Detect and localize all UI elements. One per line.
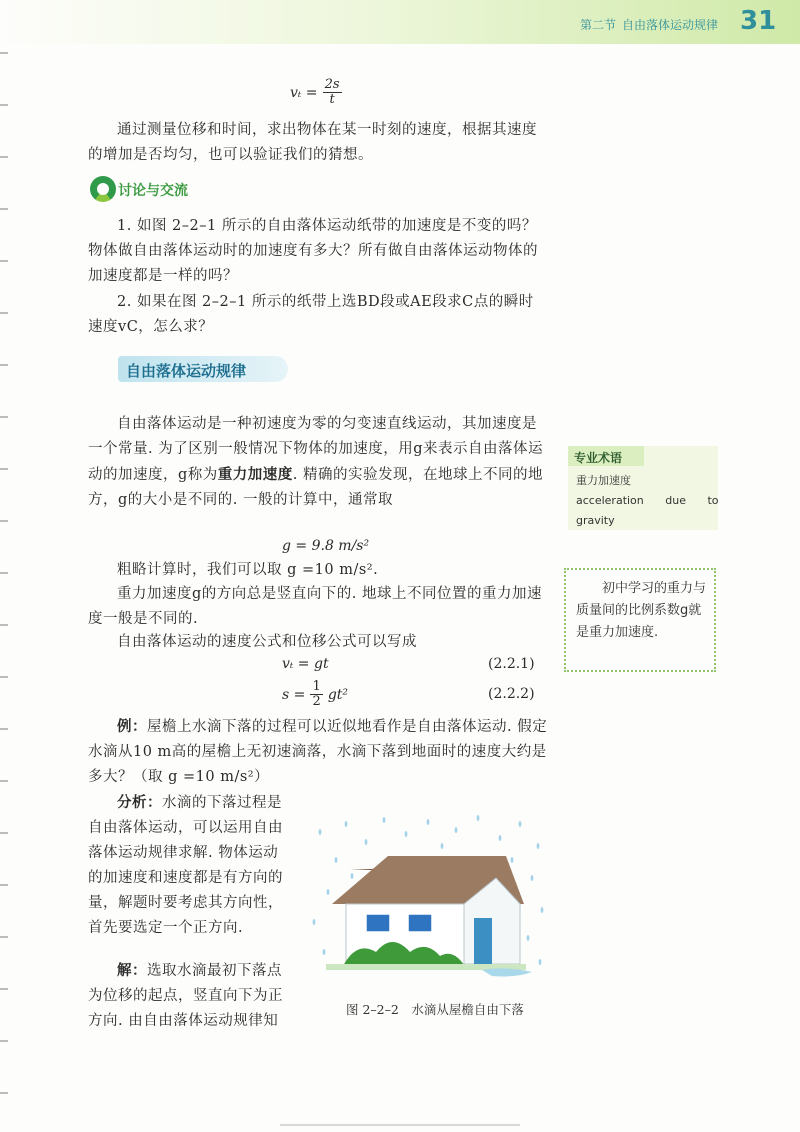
formula-numerator: 2s — [324, 77, 340, 92]
formula-denominator: t — [329, 92, 335, 107]
header-chapter-title: 自由落体运动规律 — [622, 18, 719, 32]
house-rain-illustration — [306, 812, 548, 982]
section-title: 自由落体运动规律 — [126, 362, 247, 380]
equation-velocity-number: (2.2.1) — [488, 656, 535, 672]
formula-vt-2s-over-t — [290, 78, 342, 107]
page-binding-edge — [0, 0, 8, 1132]
equation-displacement-number: (2.2.2) — [488, 686, 535, 702]
discussion-heading: 讨论与交流 — [118, 183, 188, 199]
eq2-denominator: 2 — [312, 694, 321, 709]
term-english-line-1: acceleration due to — [576, 494, 719, 507]
discussion-cycle-icon — [90, 176, 116, 202]
page-number: 31 — [740, 6, 777, 36]
para-1-text-b: . 精确的实验发现，在地球上不同的地方，g的大小是不同的. 一般的计算中，通常取 — [88, 467, 543, 508]
term-chinese: 重力加速度 — [576, 474, 631, 487]
analysis-label: 分析： — [117, 794, 162, 811]
header-section-label: 第二节 — [580, 18, 617, 32]
para-rough-g: 粗略计算时，我们可以取 g =10 m/s². — [117, 562, 379, 578]
para-g-direction: 重力加速度g的方向总是竖直向下的. 地球上不同位置的重力加速度一般是不同的. — [88, 586, 542, 627]
para-1-text-a: 自由落体运动是一种初速度为零的匀变速直线运动，其加速度是一个常量. 为了区别一般情况下物体的加速度，用g来表示自由落体运动的加速度，g称为 — [88, 416, 543, 483]
eq2-fraction — [310, 680, 322, 709]
note-text: 初中学习的重力与质量间的比例系数g就是重力加速度. — [576, 581, 707, 640]
solution-paragraph — [88, 958, 293, 1034]
equation-velocity: vₜ = gt — [282, 656, 329, 672]
formula-lhs: vₜ = — [290, 85, 318, 101]
discussion-question-2: 2. 如果在图 2–2–1 所示的纸带上选BD段或AE段求C点的瞬时速度vC，怎么求？ — [88, 294, 534, 335]
house-window-left — [366, 914, 390, 932]
eq2-numerator: 1 — [312, 679, 321, 694]
term-english-line-2: gravity — [576, 514, 615, 527]
house-window-right — [408, 914, 432, 932]
para-free-fall-definition — [88, 412, 548, 513]
solution-text: 选取水滴最初下落点为位移的起点，竖直向下为正方向. 由自由落体运动规律知 — [88, 963, 283, 1029]
example-text: 屋檐上水滴下落的过程可以近似地看作是自由落体运动. 假定水滴从10 m高的屋檐上无初速滴落，水滴下落到地面时的速度大约是多大？（取 g =10 m/s²） — [88, 719, 548, 785]
house-door — [474, 918, 492, 964]
page-footer-line — [280, 1124, 520, 1126]
para-formulas-intro: 自由落体运动的速度公式和位移公式可以写成 — [117, 634, 417, 650]
para-intro: 通过测量位移和时间，求出物体在某一时刻的速度，根据其速度的增加是否均匀，也可以验证我们的猜想。 — [88, 122, 537, 163]
eq2-rhs: gt² — [327, 687, 349, 703]
equation-g-value: g = 9.8 m/s² — [282, 538, 370, 554]
example-label: 例： — [117, 718, 147, 735]
term-gravity-acceleration: 重力加速度 — [217, 466, 293, 483]
eq2-lhs: s = — [282, 687, 306, 703]
equation-displacement — [282, 680, 348, 709]
figure-caption: 图 2–2–2 水滴从屋檐自由下落 — [346, 1002, 524, 1017]
solution-label: 解： — [117, 962, 147, 979]
analysis-paragraph — [88, 790, 293, 941]
example-paragraph — [88, 714, 548, 790]
discussion-question-1: 1. 如图 2–2–1 所示的自由落体运动纸带的加速度是不变的吗？物体做自由落体运动时的加速度有多大？所有做自由落体运动物体的加速度都是一样的吗？ — [88, 218, 538, 284]
term-box-title: 专业术语 — [574, 451, 623, 465]
analysis-text: 水滴的下落过程是自由落体运动，可以运用自由落体运动规律求解. 物体运动的加速度和速度都是有方向的量，解题时要考虑其方向性，首先要选定一个正方向. — [88, 795, 283, 936]
formula-fraction — [323, 78, 342, 107]
